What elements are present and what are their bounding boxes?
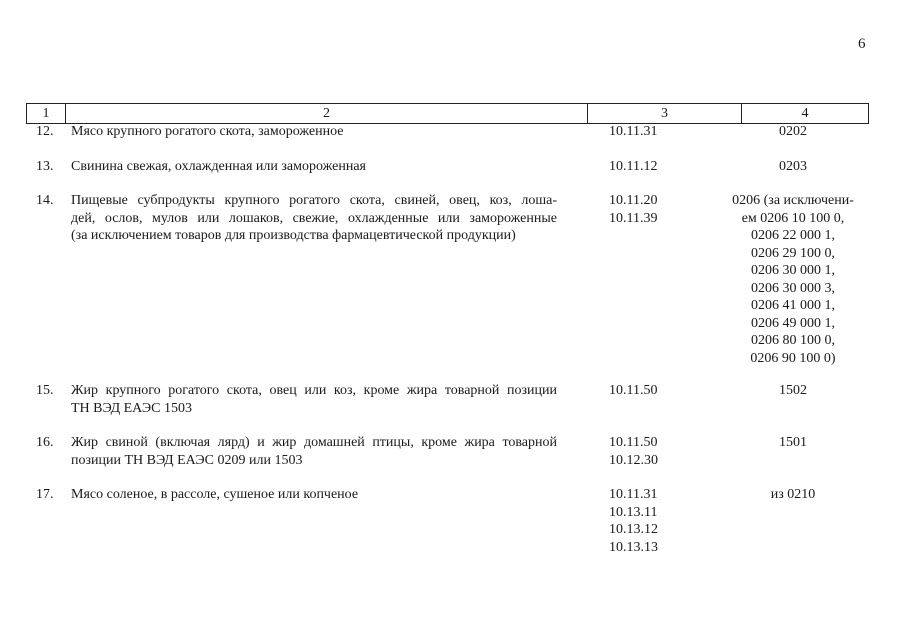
description-line: Жир крупного рогатого скота, овец или коз, кроме жира товарной позиции: [71, 383, 557, 398]
okpd-code: 10.11.39: [609, 210, 658, 226]
tnved-code: 0206 29 100 0,: [751, 245, 835, 261]
header-col-1: 1: [27, 104, 66, 123]
okpd-code: 10.11.31: [609, 124, 658, 139]
row-number: 16.: [36, 435, 54, 450]
table-header: [26, 103, 869, 124]
row-number: 13.: [36, 159, 54, 174]
tnved-code: 0206 22 000 1,: [751, 228, 835, 243]
description-line: дей, ослов, мулов или лошаков, свежие, охлажденные или замороженные: [71, 210, 557, 226]
okpd-codes: [609, 382, 689, 400]
product-description: [71, 192, 557, 245]
description-line: Жир свиной (включая лярд) и жир домашней птицы, кроме жира товарной: [71, 435, 557, 450]
tnved-code: ем 0206 10 100 0,: [741, 210, 845, 226]
page-number: 6: [858, 36, 866, 52]
okpd-codes: [609, 434, 689, 469]
header-col-3: 3: [588, 104, 742, 123]
tnved-codes: [717, 434, 869, 452]
tnved-codes: [717, 486, 869, 504]
tnved-code: 0206 41 000 1,: [751, 298, 835, 313]
okpd-code: 10.13.12: [609, 522, 658, 537]
tnved-codes: [717, 192, 869, 367]
product-description: [71, 123, 557, 141]
tnved-code: 1502: [779, 383, 807, 398]
okpd-code: 10.11.12: [609, 159, 658, 174]
tnved-code: 0206 49 000 1,: [751, 315, 835, 331]
tnved-code: 0206 80 100 0,: [751, 333, 835, 348]
description-line: Свинина свежая, охлажденная или замороженная: [71, 159, 366, 174]
tnved-codes: [717, 123, 869, 141]
okpd-codes: [609, 158, 689, 176]
product-description: [71, 486, 557, 504]
tnved-code: 0206 30 000 1,: [751, 263, 835, 278]
product-description: [71, 158, 557, 176]
row-number: 17.: [36, 487, 54, 502]
header-col-2: 2: [66, 104, 588, 123]
tnved-code: 0206 (за исключени-: [732, 193, 854, 208]
tnved-code: 1501: [779, 435, 807, 450]
okpd-code: 10.11.50: [609, 435, 658, 450]
tnved-codes: [717, 158, 869, 176]
description-line: (за исключением товаров для производства фармацевтической продукции): [71, 228, 516, 243]
row-number: 15.: [36, 383, 54, 398]
row-number: 12.: [36, 124, 54, 139]
description-line: Мясо соленое, в рассоле, сушеное или копченое: [71, 487, 359, 502]
okpd-codes: [609, 486, 689, 556]
product-description: [71, 434, 557, 469]
product-description: [71, 382, 557, 417]
tnved-code: 0202: [779, 124, 807, 139]
description-line: Пищевые субпродукты крупного рогатого скота, свиней, овец, коз, лоша-: [71, 193, 557, 208]
row-number: 14.: [36, 193, 54, 208]
okpd-code: 10.11.50: [609, 383, 658, 398]
tnved-code: из 0210: [770, 487, 816, 502]
tnved-codes: [717, 382, 869, 400]
tnved-code: 0206 30 000 3,: [751, 280, 835, 296]
okpd-code: 10.12.30: [609, 452, 658, 468]
okpd-code: 10.13.11: [609, 504, 658, 520]
okpd-codes: [609, 123, 689, 141]
description-line: Мясо крупного рогатого скота, замороженное: [71, 124, 344, 139]
okpd-code: 10.11.20: [609, 193, 658, 208]
okpd-code: 10.11.31: [609, 487, 658, 502]
okpd-code: 10.13.13: [609, 539, 658, 555]
description-line: ТН ВЭД ЕАЭС 1503: [71, 400, 193, 416]
tnved-code: 0206 90 100 0): [750, 350, 836, 366]
description-line: позиции ТН ВЭД ЕАЭС 0209 или 1503: [71, 452, 303, 468]
okpd-codes: [609, 192, 689, 227]
header-col-4: 4: [801, 106, 809, 121]
tnved-code: 0203: [779, 159, 807, 174]
